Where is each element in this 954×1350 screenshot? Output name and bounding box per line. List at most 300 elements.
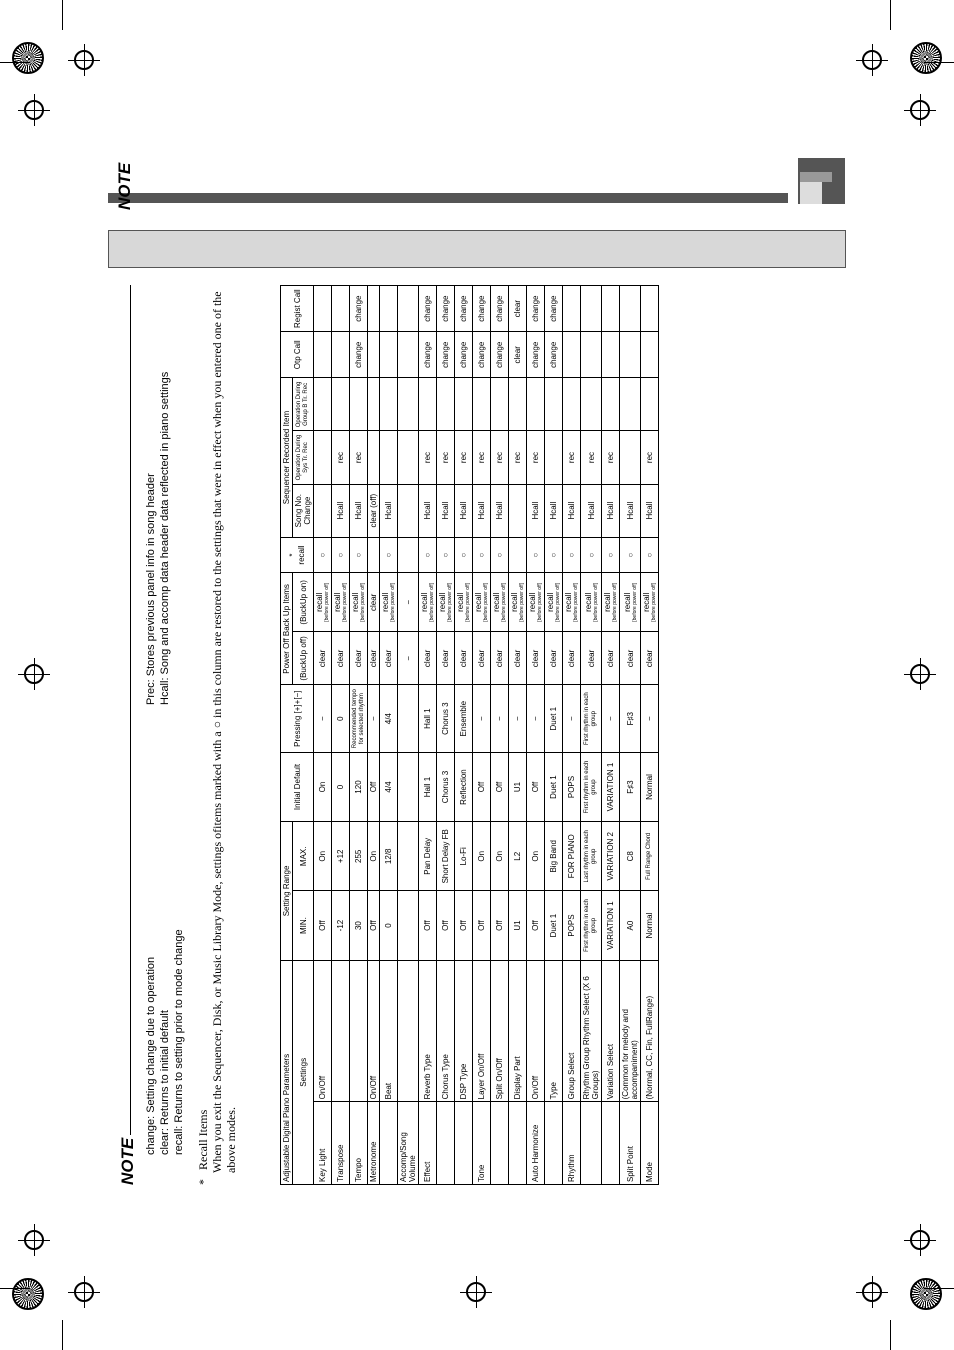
cell-song-no-change: Hcall: [620, 484, 641, 537]
cell-max: [398, 822, 419, 891]
cell-default: Normal: [641, 752, 659, 821]
cell-song-no-change: [509, 484, 527, 537]
table-row: [527, 286, 545, 1185]
table-row: [314, 286, 332, 1185]
backup-on-value: recall: [438, 592, 447, 612]
table-row: [437, 286, 455, 1185]
legend-line: change: Setting change due to operation: [145, 956, 157, 1155]
cell-backup-off: clear: [491, 632, 509, 685]
cell-setting: Reverb Type: [419, 960, 437, 1102]
recall-text: When you exit the Sequencer, Disk, or Music Library Mode, settings ofitems marked with a ○ in this column are restored to the settings that were in effect when you entered one of the above modes.: [210, 291, 238, 1173]
cell-recall: ○: [563, 537, 581, 573]
backup-on-note: [before power off]: [429, 582, 435, 622]
cell-backup-on: [641, 573, 659, 632]
cell-max: Lo-Fi: [455, 822, 473, 891]
cell-max: FOR PIANO: [563, 822, 581, 891]
cell-min: U1: [509, 891, 527, 960]
cell-max: On: [368, 822, 380, 891]
cell-backup-off: clear: [620, 632, 641, 685]
cell-regist-call: [314, 286, 332, 332]
cell-recall: ○: [380, 537, 398, 573]
cell-backup-on: [509, 573, 527, 632]
cell-default: 4/4: [380, 752, 398, 821]
table-row: [581, 286, 602, 1185]
table-row: [620, 286, 641, 1185]
cell-setting: [398, 960, 419, 1102]
cell-otp-call: [380, 332, 398, 378]
cell-max: On: [314, 822, 332, 891]
header-op-group: Operation During Group B Tr. Rec: [293, 378, 314, 431]
crosshair-mark: [910, 1230, 930, 1250]
cell-regist-call: [641, 286, 659, 332]
recall-note: [196, 285, 238, 1185]
cell-backup-off: −: [398, 632, 419, 685]
cell-pressing: −: [509, 685, 527, 752]
cell-max: Full Range Chord: [641, 822, 659, 891]
cell-max: C8: [620, 822, 641, 891]
cell-recall: ○: [437, 537, 455, 573]
cell-backup-off: clear: [314, 632, 332, 685]
registration-disk-bottom-right: [910, 1278, 942, 1310]
backup-on-value: recall: [351, 592, 360, 612]
cell-op-sys: rec: [350, 431, 368, 484]
cell-otp-call: clear: [509, 332, 527, 378]
backup-on-note: [before power off]: [519, 582, 525, 622]
cell-op-sys: [545, 431, 563, 484]
cell-backup-on: [419, 573, 437, 632]
cell-max: Pan Delay: [419, 822, 437, 891]
cell-max: Big Band: [545, 822, 563, 891]
cell-pressing: 4/4: [380, 685, 398, 752]
cell-recall: ○: [332, 537, 350, 573]
crosshair-mark: [74, 50, 94, 70]
cell-default: U1: [509, 752, 527, 821]
cell-regist-call: [398, 286, 419, 332]
cell-otp-call: [368, 332, 380, 378]
cell-default: Duet 1: [545, 752, 563, 821]
cell-recall: ○: [581, 537, 602, 573]
crosshair-mark: [24, 100, 44, 120]
cell-backup-off: clear: [437, 632, 455, 685]
cell-otp-call: change: [350, 332, 368, 378]
cell-group: [380, 1102, 398, 1185]
note-left-legend: [144, 929, 186, 1155]
legend-line: clear: Returns to initial default: [159, 1010, 171, 1155]
registration-disk-bottom-left: [12, 1278, 44, 1310]
cell-pressing: −: [473, 685, 491, 752]
cell-op-sys: rec: [437, 431, 455, 484]
legend-line: Prec: Stores previous panel info in song header: [145, 473, 157, 705]
cell-backup-on: [563, 573, 581, 632]
cell-regist-call: [563, 286, 581, 332]
cell-song-no-change: [398, 484, 419, 537]
cell-group: Metronome: [368, 1102, 380, 1185]
cell-recall: ○: [527, 537, 545, 573]
cell-otp-call: [581, 332, 602, 378]
cell-song-no-change: Hcall: [419, 484, 437, 537]
backup-on-note: [before power off]: [390, 582, 396, 622]
crosshair-mark: [466, 1282, 486, 1302]
parameter-table: [280, 285, 659, 1185]
cell-pressing: Hall 1: [419, 685, 437, 752]
header-backup-on: (BuckUp on): [293, 573, 314, 632]
table-row: [455, 286, 473, 1185]
cell-min: Off: [527, 891, 545, 960]
cell-backup-on: [380, 573, 398, 632]
crosshair-mark: [862, 1282, 882, 1302]
cell-default: VARIATION 1: [602, 752, 620, 821]
cell-group: Mode: [641, 1102, 659, 1185]
cell-pressing: −: [491, 685, 509, 752]
backup-on-value: recall: [583, 592, 593, 612]
backup-on-note: [before power off]: [537, 582, 543, 622]
backup-on-value: recall: [381, 592, 390, 612]
cell-backup-off: clear: [332, 632, 350, 685]
cell-op-sys: rec: [419, 431, 437, 484]
cell-group: [491, 1102, 509, 1185]
cell-default: Reflection: [455, 752, 473, 821]
cell-op-group: [314, 378, 332, 431]
crosshair-mark: [24, 664, 44, 684]
cell-backup-off: clear: [419, 632, 437, 685]
header-params: Adjustable Digital Piano Parameters: [281, 960, 293, 1184]
cell-recall: ○: [641, 537, 659, 573]
cell-backup-on: [350, 573, 368, 632]
cell-pressing: Chorus 3: [437, 685, 455, 752]
cell-pressing: First rhythm in each group: [581, 685, 602, 752]
cell-regist-call: change: [419, 286, 437, 332]
table-row: [350, 286, 368, 1185]
cell-regist-call: [368, 286, 380, 332]
cell-backup-on: [455, 573, 473, 632]
cell-regist-call: clear: [509, 286, 527, 332]
cell-setting: On/Off: [368, 960, 380, 1102]
cell-recall: ○: [473, 537, 491, 573]
cell-default: 120: [350, 752, 368, 821]
cell-group: [581, 1102, 602, 1185]
crop-line: [62, 0, 63, 30]
backup-on-value: recall: [420, 592, 429, 612]
cell-recall: ○: [602, 537, 620, 573]
cell-group: [545, 1102, 563, 1185]
cell-op-sys: rec: [491, 431, 509, 484]
cell-group: Effect: [419, 1102, 437, 1185]
backup-on-note: [before power off]: [324, 582, 330, 622]
cell-setting: Type: [545, 960, 563, 1102]
cell-backup-off: clear: [368, 632, 380, 685]
cell-otp-call: change: [473, 332, 491, 378]
cell-regist-call: [332, 286, 350, 332]
cell-backup-on: [581, 573, 602, 632]
cell-op-group: [473, 378, 491, 431]
cell-setting: Variation Select: [602, 960, 620, 1102]
chapter-tab-inner: [800, 182, 822, 204]
cell-backup-on: [545, 573, 563, 632]
cell-op-sys: rec: [455, 431, 473, 484]
cell-min: Normal: [641, 891, 659, 960]
backup-on-value: recall: [603, 592, 612, 612]
cell-pressing: Duet 1: [545, 685, 563, 752]
cell-max: 12/8: [380, 822, 398, 891]
cell-song-no-change: Hcall: [527, 484, 545, 537]
backup-on-note: [before power off]: [592, 582, 599, 622]
cell-song-no-change: Hcall: [437, 484, 455, 537]
crop-line: [62, 1320, 63, 1350]
cell-song-no-change: Hcall: [380, 484, 398, 537]
cell-recall: ○: [455, 537, 473, 573]
cell-regist-call: change: [473, 286, 491, 332]
cell-song-no-change: Hcall: [602, 484, 620, 537]
cell-otp-call: change: [491, 332, 509, 378]
cell-default: Off: [527, 752, 545, 821]
cell-pressing: Recommended tempo for selected rhythm: [350, 685, 368, 752]
table-row: [509, 286, 527, 1185]
backup-on-note: [before power off]: [501, 582, 507, 622]
cell-song-no-change: Hcall: [491, 484, 509, 537]
header-initial-default: Initial Default: [281, 752, 314, 821]
section-title-box: [108, 230, 846, 268]
cell-setting: (Normal, CC, Fin, FullRange): [641, 960, 659, 1102]
cell-group: Transpose: [332, 1102, 350, 1185]
cell-otp-call: change: [455, 332, 473, 378]
header-power-off: Power Off Back Up Items: [281, 573, 293, 685]
cell-regist-call: [380, 286, 398, 332]
cell-min: Off: [419, 891, 437, 960]
cell-pressing: −: [602, 685, 620, 752]
cell-otp-call: [641, 332, 659, 378]
cell-op-sys: [398, 431, 419, 484]
cell-max: On: [491, 822, 509, 891]
header-otp-call: Otp Call: [281, 332, 314, 378]
cell-min: Off: [437, 891, 455, 960]
cell-min: Off: [368, 891, 380, 960]
cell-recall: [368, 537, 380, 573]
cell-regist-call: change: [437, 286, 455, 332]
cell-setting: DSP Type: [455, 960, 473, 1102]
note-title-text: [285, 209, 286, 210]
cell-setting: On/Off: [527, 960, 545, 1102]
cell-backup-off: clear: [563, 632, 581, 685]
backup-on-value: recall: [510, 592, 519, 612]
note-heading: NOTE: [118, 1137, 137, 1185]
cell-song-no-change: clear (off): [368, 484, 380, 537]
cell-setting: Layer On/Off: [473, 960, 491, 1102]
recall-title: Recall Items: [196, 1109, 210, 1170]
cell-group: Accomp/Song Volume: [398, 1102, 419, 1185]
cell-otp-call: change: [527, 332, 545, 378]
header-pressing: Pressing [+]+[−]: [281, 685, 314, 752]
rotated-content: [115, 0, 954, 210]
cell-max: +12: [332, 822, 350, 891]
header-setting-range: Setting Range: [281, 822, 293, 961]
cell-op-sys: [314, 431, 332, 484]
cell-setting: Display Part: [509, 960, 527, 1102]
cell-backup-off: clear: [473, 632, 491, 685]
cell-group: Rhythm: [563, 1102, 581, 1185]
cell-recall: ○: [491, 537, 509, 573]
cell-min: First rhythm in each group: [581, 891, 602, 960]
cell-default: On: [314, 752, 332, 821]
cell-backup-on: [491, 573, 509, 632]
cell-regist-call: change: [545, 286, 563, 332]
cell-setting: Chorus Type: [437, 960, 455, 1102]
cell-op-group: [437, 378, 455, 431]
cell-backup-off: clear: [602, 632, 620, 685]
cell-op-sys: rec: [527, 431, 545, 484]
cell-op-group: [545, 378, 563, 431]
backup-on-note: [before power off]: [631, 582, 638, 622]
cell-regist-call: change: [455, 286, 473, 332]
cell-setting: On/Off: [314, 960, 332, 1102]
note-title: NOTE: [115, 162, 134, 210]
cell-song-no-change: Hcall: [455, 484, 473, 537]
cell-op-group: [332, 378, 350, 431]
cell-backup-off: clear: [527, 632, 545, 685]
backup-on-value: recall: [564, 592, 573, 612]
table-row: [419, 286, 437, 1185]
cell-recall: [398, 537, 419, 573]
cell-recall: ○: [419, 537, 437, 573]
cell-op-group: [527, 378, 545, 431]
cell-min: POPS: [563, 891, 581, 960]
cell-regist-call: [620, 286, 641, 332]
cell-backup-on: [368, 573, 380, 632]
cell-backup-off: clear: [581, 632, 602, 685]
cell-setting: Group Select: [563, 960, 581, 1102]
table-row: [473, 286, 491, 1185]
cell-default: F♯3: [620, 752, 641, 821]
cell-min: [398, 891, 419, 960]
cell-op-group: [398, 378, 419, 431]
cell-pressing: −: [641, 685, 659, 752]
cell-recall: ○: [620, 537, 641, 573]
crop-line: [0, 1288, 30, 1289]
crop-line: [890, 1320, 891, 1350]
header-song-no-change: Song No. Change: [293, 484, 314, 537]
cell-otp-call: [563, 332, 581, 378]
cell-otp-call: [398, 332, 419, 378]
cell-min: Off: [473, 891, 491, 960]
cell-recall: ○: [350, 537, 368, 573]
cell-group: Key Light: [314, 1102, 332, 1185]
backup-on-value: recall: [492, 592, 501, 612]
cell-op-sys: rec: [332, 431, 350, 484]
cell-song-no-change: Hcall: [581, 484, 602, 537]
chapter-tab-mid: [800, 172, 832, 182]
cell-pressing: 0: [332, 685, 350, 752]
cell-op-group: [368, 378, 380, 431]
recall-marker: *: [196, 1179, 210, 1185]
backup-on-value: recall: [528, 592, 537, 612]
header-bar: [108, 193, 788, 203]
cell-backup-on: [527, 573, 545, 632]
cell-pressing: −: [563, 685, 581, 752]
cell-min: 30: [350, 891, 368, 960]
cell-default: 0: [332, 752, 350, 821]
cell-song-no-change: Hcall: [350, 484, 368, 537]
legend-line: recall: Returns to setting prior to mode change: [173, 929, 185, 1155]
cell-op-sys: rec: [581, 431, 602, 484]
cell-op-sys: rec: [473, 431, 491, 484]
recall-label: recall: [297, 545, 306, 565]
cell-otp-call: [314, 332, 332, 378]
backup-on-value: recall: [333, 592, 342, 612]
cell-max: L2: [509, 822, 527, 891]
backup-on-note: [before power off]: [342, 582, 348, 622]
recall-star: *: [288, 553, 297, 557]
cell-recall: ○: [314, 537, 332, 573]
cell-backup-off: clear: [641, 632, 659, 685]
note-right-legend: [144, 372, 172, 705]
cell-setting: (Common for melody and accompaniment): [620, 960, 641, 1102]
note-rule: [130, 285, 131, 1135]
cell-default: Hall 1: [419, 752, 437, 821]
backup-on-note: [before power off]: [555, 582, 561, 622]
cell-op-group: [455, 378, 473, 431]
cell-min: -12: [332, 891, 350, 960]
cell-song-no-change: Hcall: [641, 484, 659, 537]
backup-on-note: [before power off]: [573, 582, 579, 622]
cell-otp-call: change: [419, 332, 437, 378]
cell-setting: Beat: [380, 960, 398, 1102]
cell-backup-on: [332, 573, 350, 632]
header-recall: [281, 537, 314, 573]
header-min: MIN.: [293, 891, 314, 960]
crosshair-mark: [74, 1282, 94, 1302]
cell-op-group: [563, 378, 581, 431]
cell-op-sys: rec: [509, 431, 527, 484]
cell-regist-call: change: [491, 286, 509, 332]
cell-default: Chorus 3: [437, 752, 455, 821]
backup-on-value: recall: [546, 592, 555, 612]
crosshair-mark: [910, 664, 930, 684]
cell-op-group: [419, 378, 437, 431]
cell-min: Off: [491, 891, 509, 960]
cell-backup-off: clear: [509, 632, 527, 685]
cell-pressing: [398, 685, 419, 752]
cell-song-no-change: [314, 484, 332, 537]
cell-max: 255: [350, 822, 368, 891]
cell-otp-call: change: [545, 332, 563, 378]
cell-max: Last rhythm in each group: [581, 822, 602, 891]
table-row: [641, 286, 659, 1185]
cell-group: Tempo: [350, 1102, 368, 1185]
backup-on-note: [before power off]: [447, 582, 453, 622]
cell-setting: [350, 960, 368, 1102]
cell-otp-call: [602, 332, 620, 378]
cell-min: 0: [380, 891, 398, 960]
cell-otp-call: [332, 332, 350, 378]
cell-default: Off: [473, 752, 491, 821]
cell-max: VARIATION 2: [602, 822, 620, 891]
cell-recall: [509, 537, 527, 573]
cell-min: Duet 1: [545, 891, 563, 960]
crop-line: [924, 1288, 954, 1289]
cell-max: Short Delay FB: [437, 822, 455, 891]
crosshair-mark: [24, 1230, 44, 1250]
cell-op-sys: [380, 431, 398, 484]
cell-group: [437, 1102, 455, 1185]
cell-op-group: [602, 378, 620, 431]
cell-backup-off: clear: [545, 632, 563, 685]
cell-default: [398, 752, 419, 821]
cell-pressing: −: [368, 685, 380, 752]
table-row: [545, 286, 563, 1185]
table-row: [563, 286, 581, 1185]
cell-op-sys: [620, 431, 641, 484]
table-row: [491, 286, 509, 1185]
backup-on-note: [before power off]: [360, 582, 366, 622]
